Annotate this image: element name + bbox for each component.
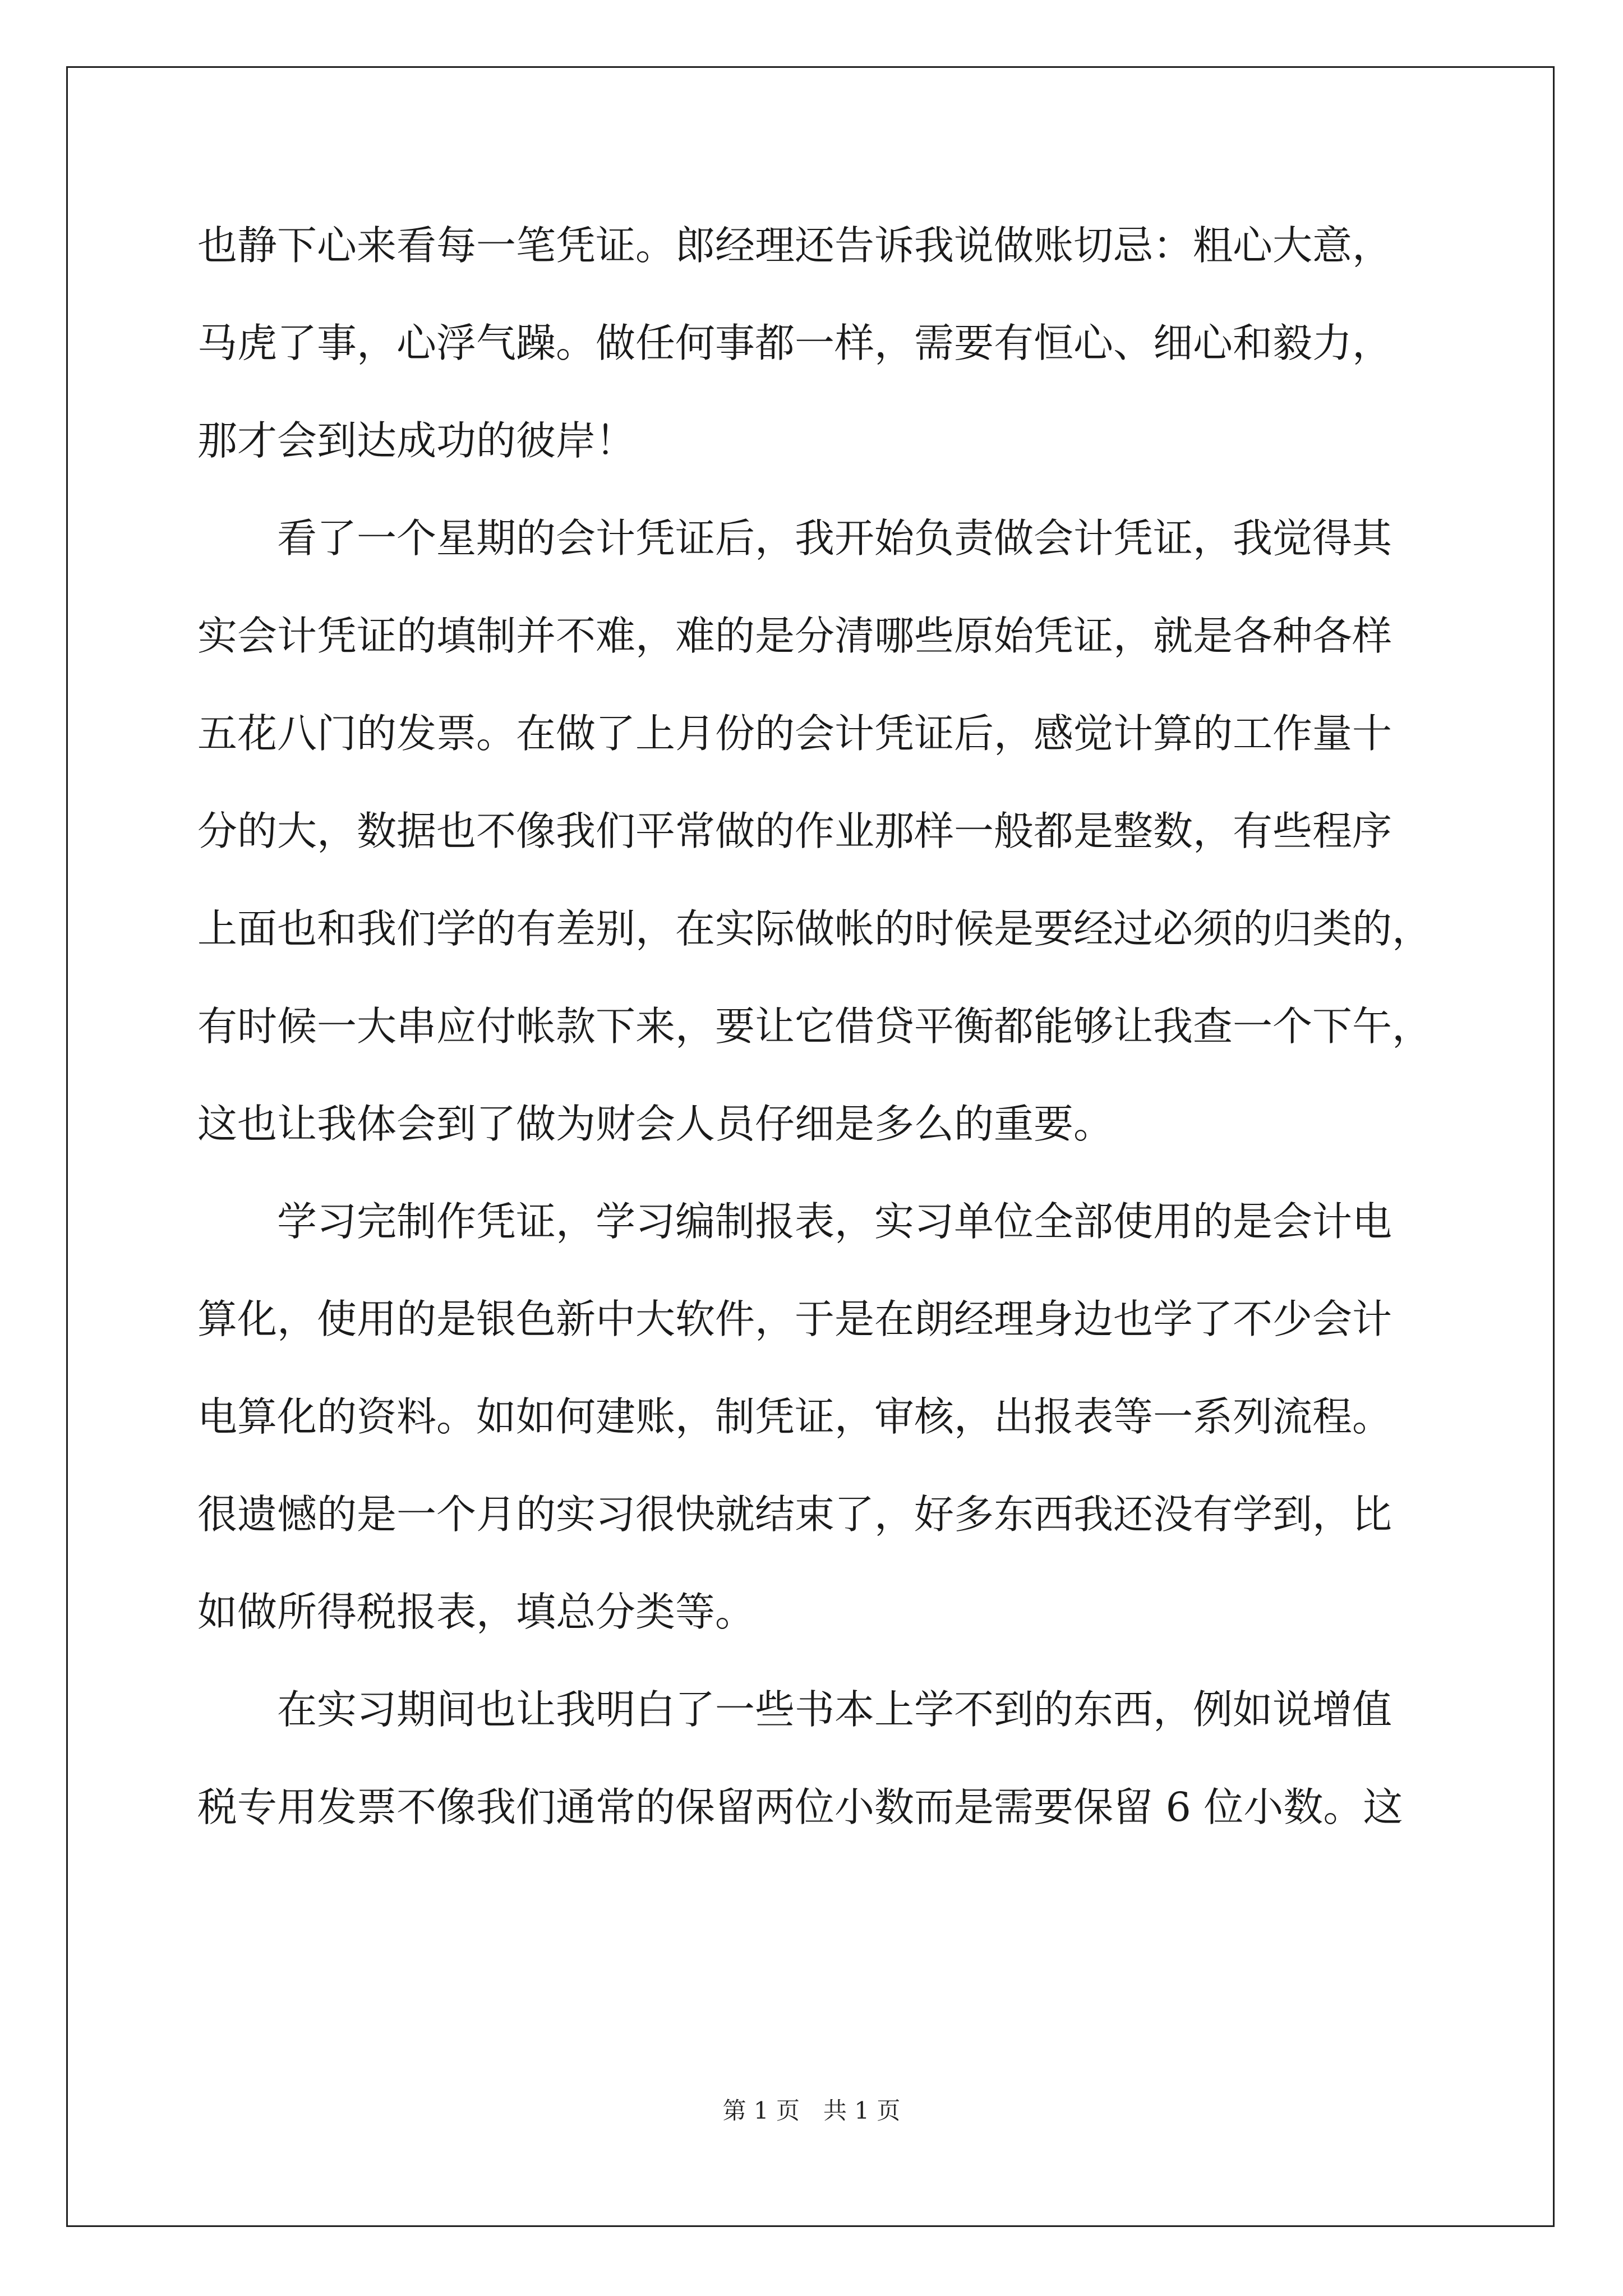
text-line: 分的大，数据也不像我们平常做的作业那样一般都是整数，有些程序 (197, 808, 1393, 854)
text-line: 算化，使用的是银色新中大软件，于是在朗经理身边也学了不少会计 (197, 1296, 1393, 1342)
text-line: 在实习期间也让我明白了一些书本上学不到的东西，例如说增值 (197, 1686, 1393, 1733)
text-line: 那才会到达成功的彼岸！ (197, 417, 636, 464)
text-line: 五花八门的发票。在做了上月份的会计凭证后，感觉计算的工作量十 (197, 710, 1393, 757)
text-line: 电算化的资料。如如何建账，制凭证，审核，出报表等一系列流程。 (197, 1393, 1393, 1440)
text-line: 学习完制作凭证，学习编制报表，实习单位全部使用的是会计电 (197, 1198, 1393, 1245)
text-line: 实会计凭证的填制并不难，难的是分清哪些原始凭证，就是各种各样 (197, 613, 1393, 659)
text-line: 有时候一大串应付帐款下来，要让它借贷平衡都能够让我查一个下午， (197, 1003, 1432, 1050)
text-line: 如做所得税报表，填总分类等。 (197, 1589, 755, 1635)
text-line: 税专用发票不像我们通常的保留两位小数而是需要保留 6 位小数。这 (197, 1784, 1403, 1830)
text-line: 这也让我体会到了做为财会人员仔细是多么的重要。 (197, 1101, 1114, 1147)
text-line: 也静下心来看每一笔凭证。郎经理还告诉我说做账切忌：粗心大意， (197, 222, 1393, 269)
text-line: 很遗憾的是一个月的实习很快就结束了，好多东西我还没有学到，比 (197, 1491, 1393, 1538)
text-line: 马虎了事，心浮气躁。做任何事都一样，需要有恒心、细心和毅力， (197, 320, 1393, 366)
text-line: 看了一个星期的会计凭证后，我开始负责做会计凭证，我觉得其 (197, 515, 1393, 562)
text-line: 上面也和我们学的有差别，在实际做帐的时候是要经过必须的归类的， (197, 905, 1432, 952)
page-footer: 第 1 页 共 1 页 (722, 2097, 901, 2124)
